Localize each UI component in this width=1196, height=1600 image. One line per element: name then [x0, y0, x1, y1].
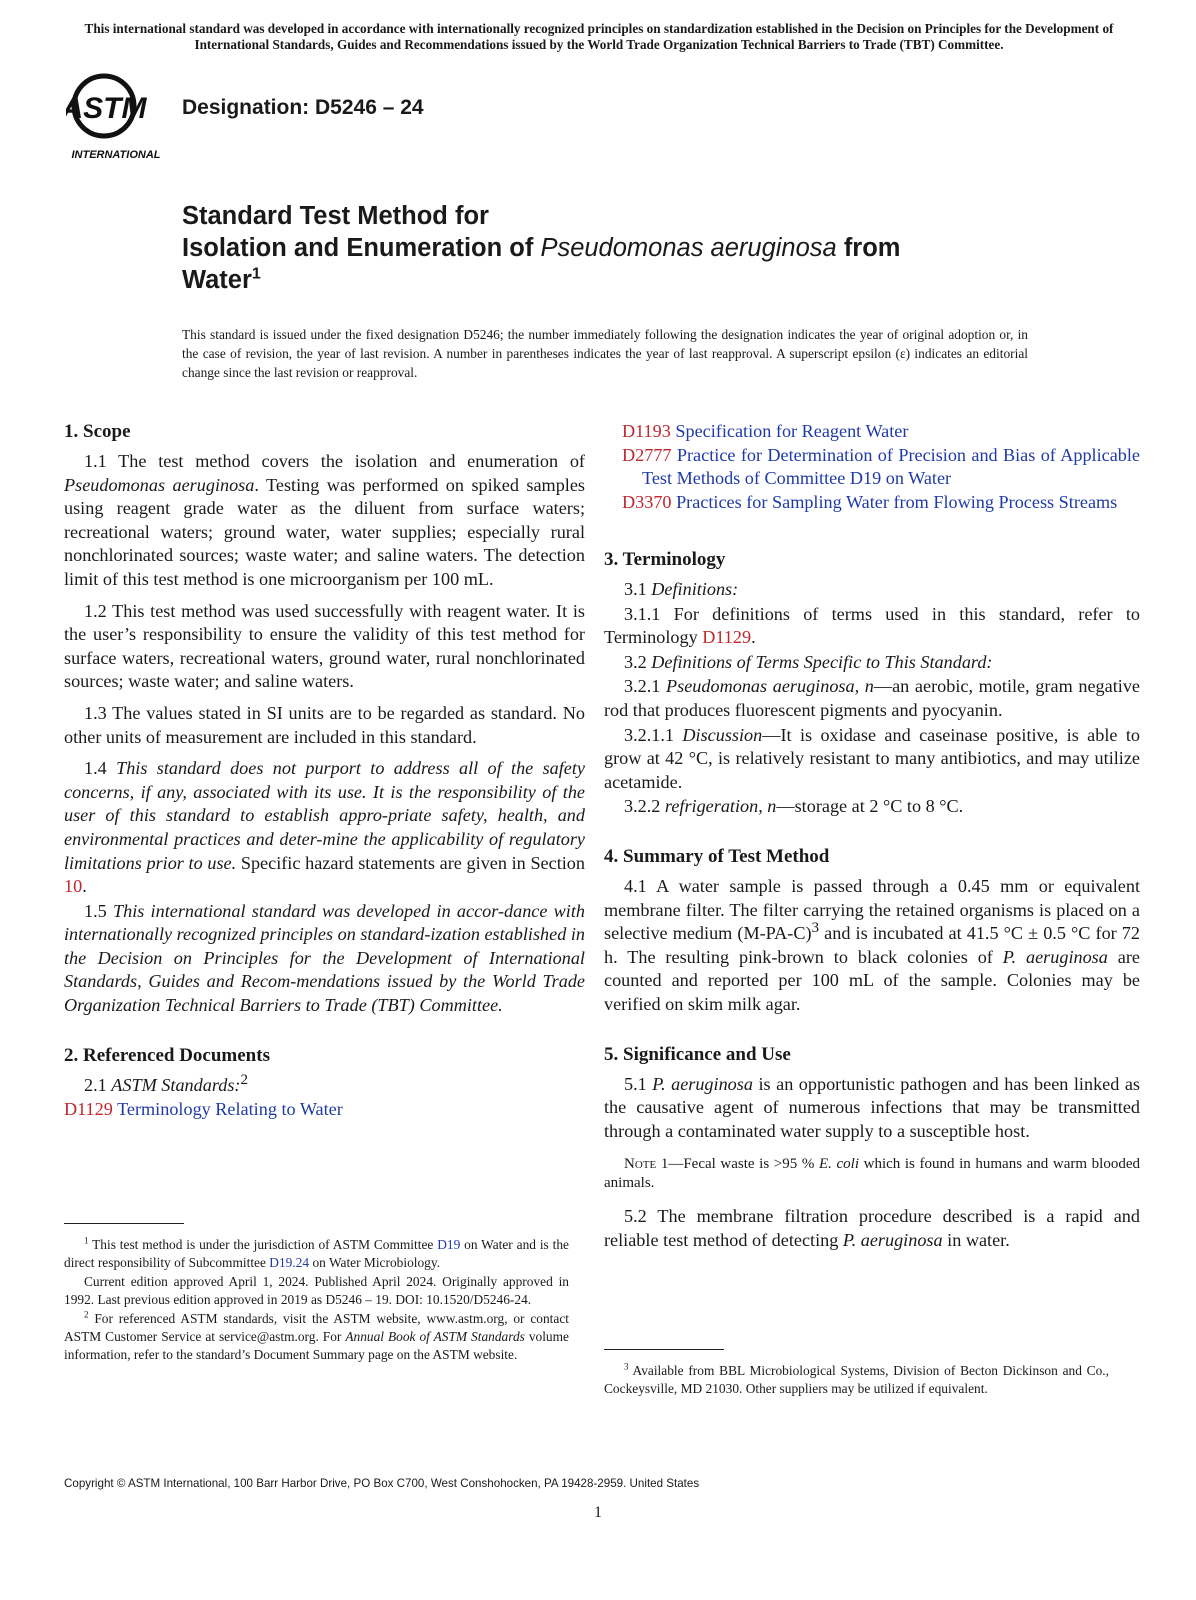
paragraph-1-3: 1.3 The values stated in SI units are to be regarded as standard. No other units of measurement are included in this standard. [64, 702, 585, 747]
section-heading-referenced-documents: 2. Referenced Documents [64, 1044, 270, 1066]
paragraph-3-2-1: 3.2.1 Pseudomonas aeruginosa, n—an aerobic, motile, gram negative rod that produces fluorescent pigments and pyocyanin. [604, 676, 1140, 720]
section-heading-scope: 1. Scope [64, 421, 131, 442]
terminology-d1129-link[interactable]: D1129 [702, 627, 752, 648]
svg-text:ASTM: ASTM [66, 92, 147, 125]
committee-d19-link[interactable]: D19 [437, 1237, 461, 1252]
copyright-line: Copyright © ASTM International, 100 Barr Harbor Drive, PO Box C700, West Conshohocken, PA 19428-2959. United States [64, 1477, 700, 1490]
footnote-2: $^2$ For referenced ASTM standards, visit the ASTM website, www.astm.org, or contact ASTM Customer Service at service@astm.org. For Annual Book of ASTM Standards volume information, refer to the standard’s Document Summary page on the ASTM website. [64, 1309, 569, 1363]
paragraph-1-5: 1.5 This international standard was developed in accor-dance with internationally recognized principles on standard-ization established in the Decision on Principles for the Development of International Standards, Guides and Recom-mendations issued by the World Trade Organization Technical Barriers to Trade (TBT) Committee. [64, 900, 585, 1016]
footnotes-left [64, 1236, 569, 1365]
paragraph-1-2: 1.2 This test method was used successfully with reagent water. It is the user’s responsibility to ensure the validity of this test method for surface waters, recreational waters, ground water, rural nonchlorinated sources; waste water; and saline waters. [64, 600, 585, 692]
paragraph-5-1: 5.1 P. aeruginosa is an opportunistic pathogen and has been linked as the causative agent of numerous infections that may be transmitted through a contaminated water supply to a susceptible host. [604, 1073, 1141, 1141]
title-line-3: Water$^1$ [182, 265, 261, 294]
paragraph-1-1: 1.1 The test method covers the isolation and enumeration of Pseudomonas aeruginosa. Testing was performed on spiked samples using reagent grade water as the diluent from surface waters; recreational waters; ground water, water supplies; especially rural nonchlorinated sources; waste water; and saline waters. The detection limit of this test method is one microorganism per 100 mL. [64, 451, 585, 589]
title-footnote-marker: 1 [251, 265, 261, 283]
paragraph-3-2-1-1: 3.2.1.1 Discussion—It is oxidase and caseinase positive, is able to grow at 42 °C, is relatively resistant to many antibiotics, and may utilize acetamide. [604, 724, 1141, 792]
page-number: 1 [594, 1504, 602, 1521]
top-notice: This international standard was developed in accordance with internationally recognized principles on standardization established in the Decision on Principles for the Development of International Standards, Guides and Recommendations issued by the World Trade Organization Technical Barriers to Trade (TBT) Committee. [84, 21, 1114, 52]
paragraph-3-1-1: 3.1.1 For definitions of terms used in this standard, refer to Terminology D1129. [604, 603, 1140, 648]
section-heading-terminology: 3. Terminology [604, 549, 726, 570]
paragraph-2-1: 2.1 ASTM Standards:$^2$ [84, 1070, 249, 1095]
section-heading-significance: 5. Significance and Use [604, 1043, 791, 1065]
section-10-link[interactable]: 10 [64, 876, 83, 897]
paragraph-4-1: 4.1 A water sample is passed through a 0.45 mm or equivalent membrane filter. The filter carrying the retained organisms is placed on a selective medium $(M-PA-C)^3$ and is incubated at 41.5 °C ± 0.5 °C for 72 h. The resulting pink-brown to black colonies of P. aeruginosa are counted and reported per 100 mL of the sample. Colonies may be verified on skim milk agar. [604, 875, 1140, 1014]
issuance-statement: This standard is issued under the fixed designation D5246; the number immediately following the designation indicates the year of original adoption or, in the case of revision, the year of last revision. A number in parentheses indicates the year of last reapproval. A superscript epsilon (ε) indicates an editorial change since the last revision or reapproval. [182, 327, 1028, 380]
astm-logo [66, 70, 170, 166]
referenced-document-d2777[interactable]: D2777 Practice for Determination of Precision and Bias of Applicable Test Methods of Committee D19 on Water [622, 444, 1141, 489]
referenced-document-d1129[interactable]: D1129 Terminology Relating to Water [64, 1099, 343, 1120]
right-column [622, 420, 1140, 532]
referenced-document-d1193[interactable]: D1193 Specification for Reagent Water [622, 421, 909, 441]
right-column-body [604, 548, 1140, 1260]
left-column [64, 420, 585, 1122]
paragraph-3-2: 3.2 Definitions of Terms Specific to This Standard: [624, 651, 993, 672]
title-line-1: Standard Test Method for [182, 202, 489, 230]
footnotes-right [604, 1362, 1109, 1399]
referenced-document-d3370[interactable]: D3370 Practices for Sampling Water from Flowing Process Streams [622, 491, 1118, 512]
paragraph-5-2: 5.2 The membrane filtration procedure described is a rapid and reliable test method of detecting P. aeruginosa in water. [604, 1206, 1140, 1250]
subcommittee-d19-24-link[interactable]: D19.24 [269, 1255, 310, 1271]
footnote-divider-left [64, 1223, 184, 1224]
paragraph-3-1: 3.1 Definitions: [624, 579, 739, 599]
paragraph-1-4: 1.4 This standard does not purport to address all of the safety concerns, if any, associated with its use. It is the responsibility of the user of this standard to establish appro-priate safety, health, and environmental practices and deter-mine the applicability of regulatory limitations prior to use. Specific hazard statements are given in Section 10. [64, 758, 585, 897]
title-line-2: Isolation and Enumeration of Pseudomonas aeruginosa from [182, 234, 901, 262]
footnote-1-edition: Current edition approved April 1, 2024. Published April 2024. Originally approved in 1992. Last previous edition approved in 2019 as D5246 – 19. DOI: 10.1520/D5246-24. [64, 1273, 569, 1308]
footnote-1: $^1$ This test method is under the jurisdiction of ASTM Committee D19 on Water and is the direct responsibility of Subcommittee D19.24 on Water Microbiology. [64, 1235, 569, 1271]
footnote-3: $^3$ Available from BBL Microbiological Systems, Division of Becton Dickinson and Co., Cockeysville, MD 21030. Other suppliers may be utilized if equivalent. [604, 1361, 1109, 1397]
footnote-divider-right [604, 1349, 724, 1350]
section-heading-summary: 4. Summary of Test Method [604, 845, 830, 867]
logo-org-text: INTERNATIONAL [71, 149, 161, 161]
paragraph-3-2-2: 3.2.2 refrigeration, n—storage at 2 °C to 8 °C. [624, 796, 964, 817]
document-title [182, 200, 1082, 296]
designation: Designation: D5246 – 24 [182, 96, 424, 119]
note-1: Note 1—Fecal waste is >95 % E. coli which is found in humans and warm blooded animals. [604, 1156, 1140, 1192]
